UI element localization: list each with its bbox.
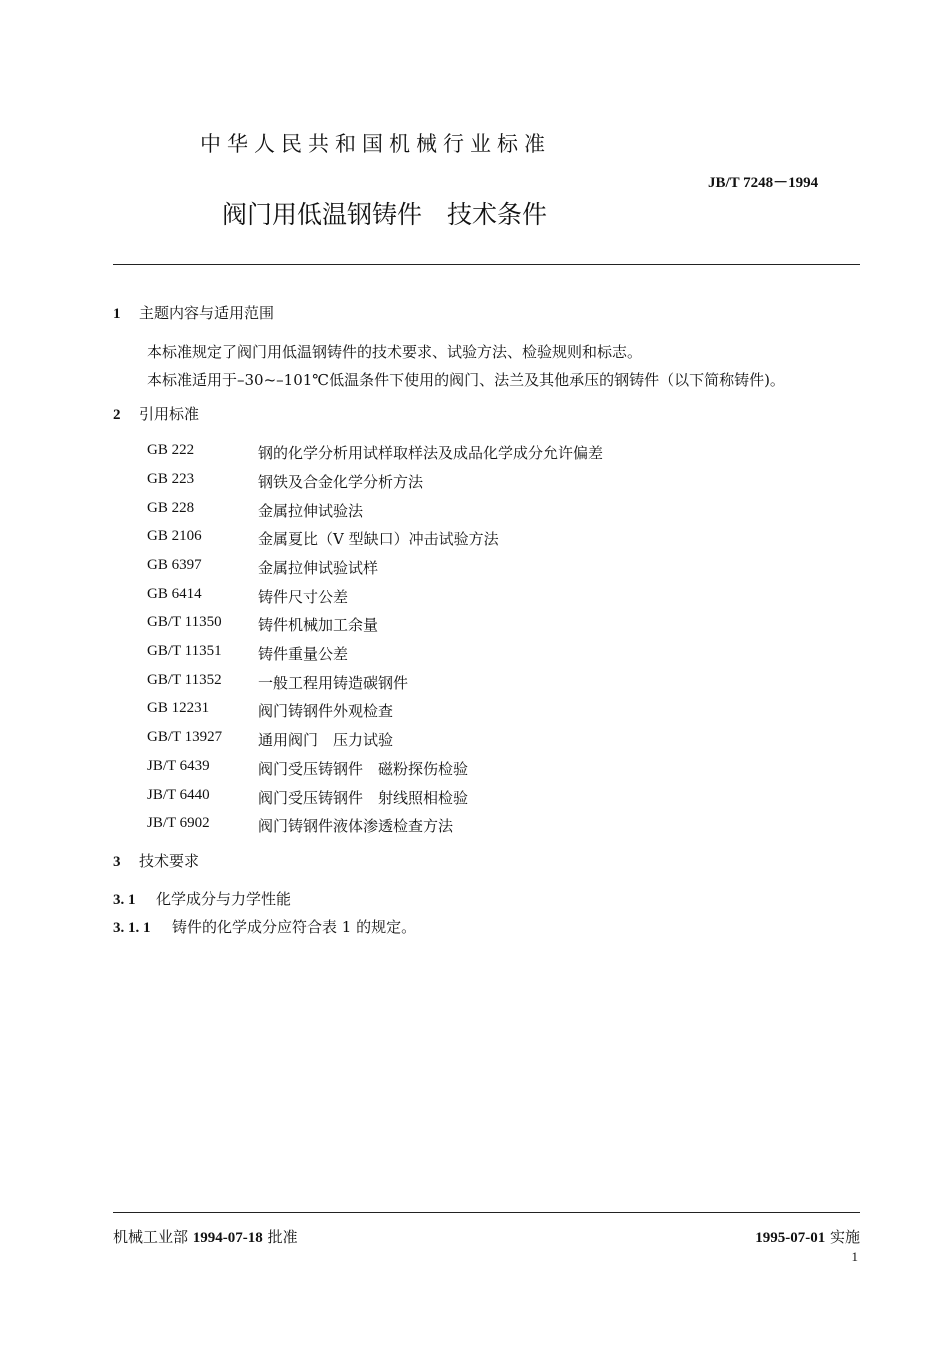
reference-code: GB/T 11351 [147,643,222,659]
reference-title: 阀门铸钢件外观检查 [258,702,394,720]
section-3-1-heading [113,888,291,909]
approval-word: 批准 [267,1228,298,1246]
reference-code: GB 6397 [147,557,202,573]
section-title: 技术要求 [139,852,200,870]
reference-title: 铸件重量公差 [258,645,349,663]
reference-code: JB/T 6902 [147,815,210,831]
implementation-date: 1995-07-01 [755,1230,826,1246]
section-number: 3. 1. 1 [113,920,151,936]
paragraph: 本标准适用于–30~–101℃低温条件下使用的阀门、法兰及其他承压的钢铸件（以下简称铸件)。 [147,371,785,389]
reference-code: GB 6414 [147,586,202,602]
reference-title: 阀门受压铸钢件 射线照相检验 [258,789,469,807]
reference-title: 铸件尺寸公差 [258,588,349,606]
reference-title: 阀门铸钢件液体渗透检查方法 [258,817,454,835]
reference-code: JB/T 6440 [147,787,210,803]
approval-info [113,1226,298,1247]
implementation-word: 实施 [829,1228,860,1246]
section-2-heading [113,403,199,424]
section-title: 化学成分与力学性能 [156,890,292,908]
header-divider [113,264,860,265]
reference-code: GB 2106 [147,528,202,544]
reference-code: GB/T 13927 [147,729,223,745]
reference-title: 金属夏比（V 型缺口）冲击试验方法 [258,530,499,548]
section-3-1-1-heading [113,916,416,937]
section-number: 2 [113,407,121,423]
section-title: 引用标准 [139,405,200,423]
document-title: 阀门用低温钢铸件 技术条件 [222,200,548,229]
reference-title: 金属拉伸试验试样 [258,559,379,577]
page-number: 1 [851,1249,858,1264]
approver: 机械工业部 [113,1228,189,1246]
section-3-heading [113,850,199,871]
reference-code: GB 222 [147,442,195,458]
reference-code: JB/T 6439 [147,758,210,774]
reference-code: GB/T 11352 [147,672,222,688]
standard-code: JB/T 7248－1994 [708,175,819,191]
section-number: 3. 1 [113,892,136,908]
standard-organization: 中华人民共和国机械行业标准 [200,132,551,156]
section-number: 1 [113,306,121,322]
reference-code: GB 223 [147,471,195,487]
section-number: 3 [113,854,121,870]
implementation-info [755,1226,860,1247]
section-title: 铸件的化学成分应符合表 1 的规定。 [172,918,417,936]
reference-code: GB/T 11350 [147,614,222,630]
section-1-heading [113,302,274,323]
reference-code: GB 228 [147,500,195,516]
approval-date: 1994-07-18 [192,1230,263,1246]
paragraph: 本标准规定了阀门用低温钢铸件的技术要求、试验方法、检验规则和标志。 [147,343,643,361]
reference-title: 通用阀门 压力试验 [258,731,394,749]
reference-title: 钢铁及合金化学分析方法 [258,473,424,491]
reference-title: 阀门受压铸钢件 磁粉探伤检验 [258,760,469,778]
reference-title: 一般工程用铸造碳钢件 [258,674,409,692]
reference-title: 金属拉伸试验法 [258,502,364,520]
reference-title: 钢的化学分析用试样取样法及成品化学成分允许偏差 [258,444,604,462]
reference-code: GB 12231 [147,700,210,716]
section-title: 主题内容与适用范围 [139,304,275,322]
reference-title: 铸件机械加工余量 [258,616,379,634]
footer-divider [113,1212,860,1213]
